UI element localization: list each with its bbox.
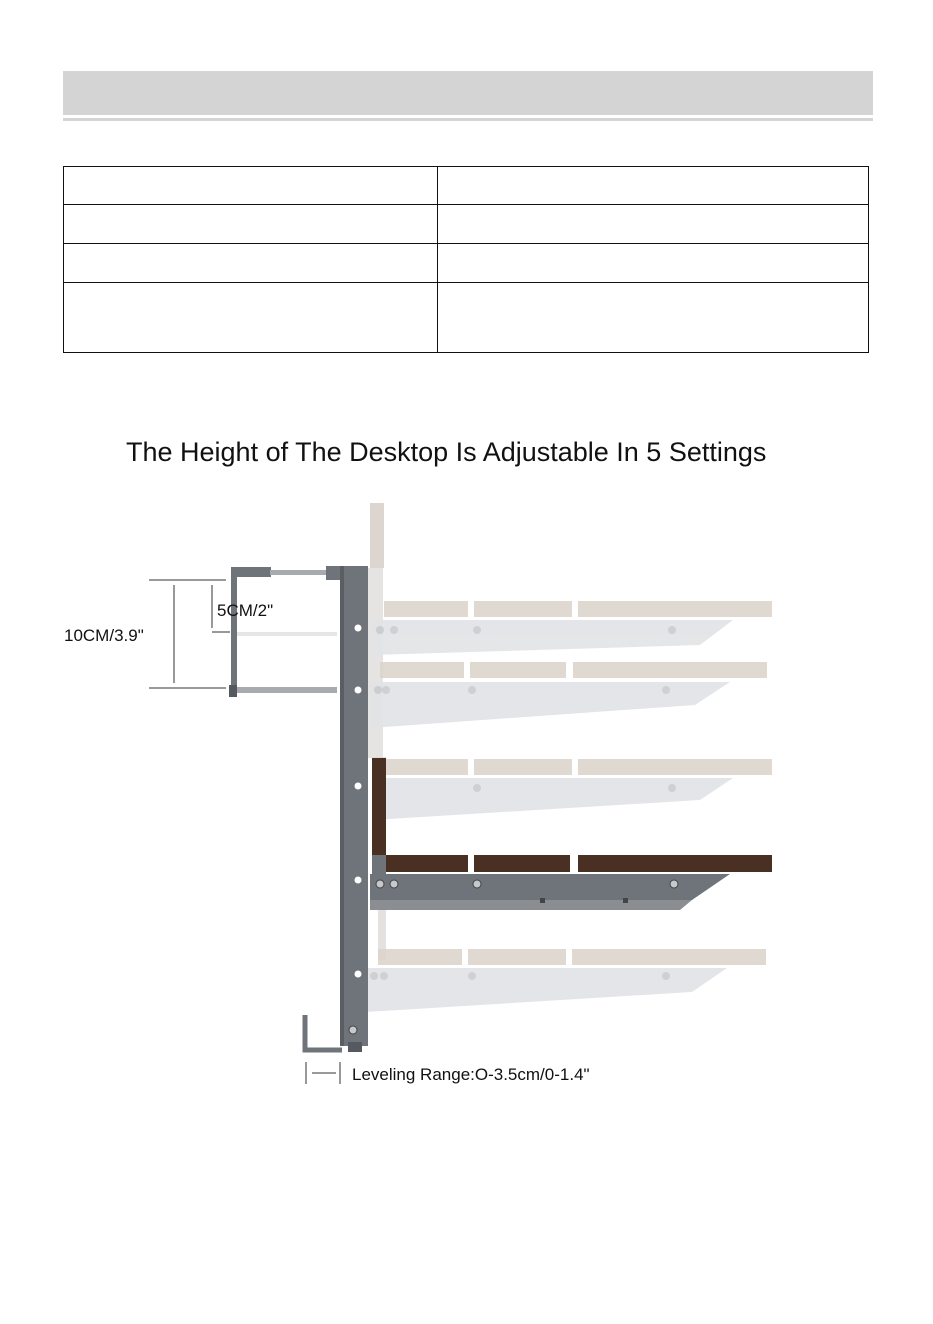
table-cell bbox=[438, 283, 869, 353]
table-cell bbox=[64, 205, 438, 244]
table-row bbox=[64, 205, 869, 244]
adjust-step-label: 5CM/2" bbox=[217, 601, 274, 620]
ghost-upright bbox=[370, 503, 384, 568]
table-row bbox=[64, 244, 869, 283]
table-cell bbox=[438, 244, 869, 283]
adjust-range-label: 10CM/3.9" bbox=[64, 626, 144, 645]
table-cell bbox=[438, 167, 869, 205]
ghost-shelf-level-3 bbox=[372, 757, 772, 820]
clamp-rail-assembly bbox=[229, 566, 340, 697]
dimension-lines bbox=[149, 580, 340, 1084]
table-row bbox=[64, 167, 869, 205]
ghost-shelf-level-5 bbox=[366, 949, 766, 1012]
diagram-title: The Height of The Desktop Is Adjustable In 5 Settings bbox=[126, 437, 767, 467]
table-cell bbox=[64, 167, 438, 205]
ghost-shelf-level-2 bbox=[370, 662, 767, 728]
table-cell bbox=[438, 205, 869, 244]
height-adjustment-diagram bbox=[0, 490, 933, 1110]
table-row bbox=[64, 283, 869, 353]
section-header-bar bbox=[63, 71, 873, 115]
table-cell bbox=[64, 283, 438, 353]
table-cell bbox=[64, 244, 438, 283]
ghost-shelf-level-1 bbox=[372, 601, 772, 655]
spec-table bbox=[63, 166, 869, 353]
section-header-rule bbox=[63, 118, 873, 121]
leveling-range-label: Leveling Range:O-3.5cm/0-1.4" bbox=[352, 1065, 590, 1084]
main-frame-column bbox=[305, 566, 368, 1052]
